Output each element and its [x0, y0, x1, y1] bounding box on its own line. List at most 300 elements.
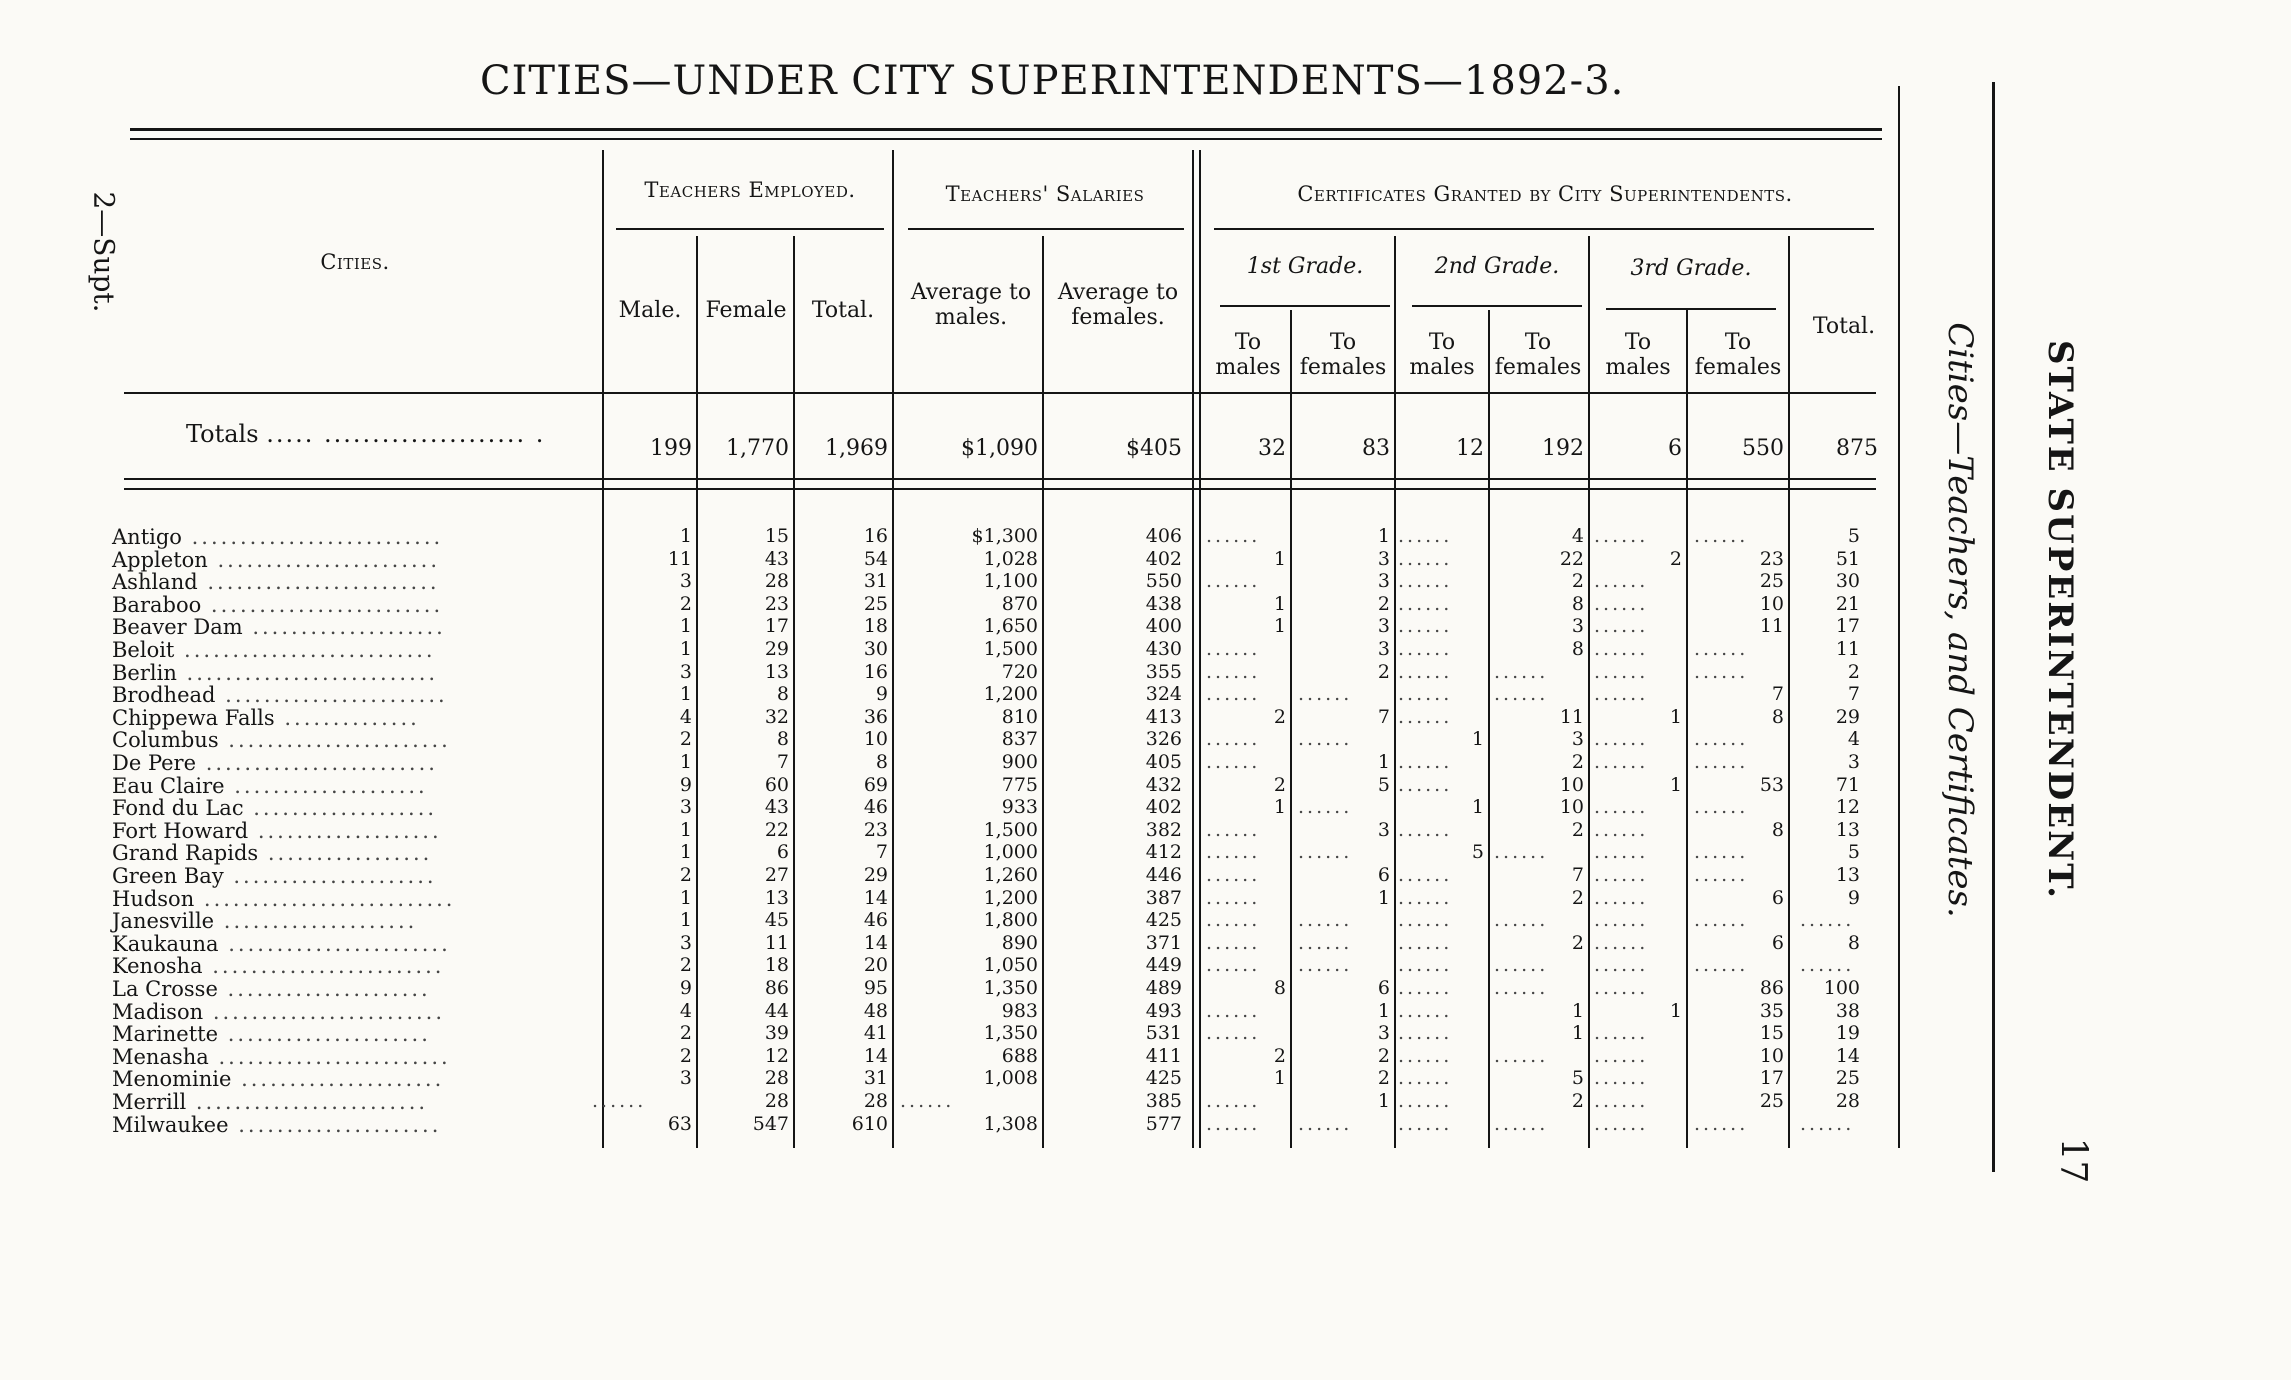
cell-cert-total: 51 [1835, 547, 1860, 570]
cell-cert-total: 4 [1847, 728, 1860, 751]
cell-female: 13 [764, 660, 789, 683]
cell-male: 1 [679, 615, 692, 638]
cell-cert-total: 9 [1847, 886, 1860, 909]
empty-cell-dots: ...... [1494, 1112, 1549, 1135]
table-row [0, 1090, 1900, 1113]
cell-female: 27 [764, 864, 789, 886]
signature-mark: 2—Supt. [87, 191, 121, 313]
empty-cell-dots: ...... [1594, 931, 1649, 954]
city-name-text: Kaukauna [112, 931, 219, 956]
table-row [0, 1113, 1900, 1136]
cell-cert-total: 14 [1835, 1044, 1860, 1067]
cell-g1f: 1 [1377, 525, 1390, 547]
city-name [112, 525, 443, 549]
cell-female: 43 [764, 796, 789, 819]
cell-g2f: 3 [1571, 728, 1584, 751]
cell-female: 39 [764, 1022, 789, 1045]
empty-cell-dots: ...... [1206, 931, 1261, 954]
city-name [112, 706, 420, 730]
cell-avg-females: 425 [1145, 1067, 1182, 1090]
empty-cell-dots: ...... [1398, 954, 1453, 977]
cell-total: 25 [863, 592, 888, 615]
cell-total: 610 [851, 1112, 888, 1135]
empty-cell-dots: ...... [1206, 525, 1261, 547]
cell-avg-females: 412 [1145, 841, 1182, 864]
leader-dots: .......................... [176, 660, 439, 685]
empty-cell-dots: ...... [1206, 570, 1261, 593]
cell-male: 2 [679, 954, 692, 977]
cell-g3f: 10 [1759, 592, 1784, 615]
empty-cell-dots: ...... [1594, 864, 1649, 886]
header-cert-total: Total. [1812, 314, 1876, 339]
empty-cell-dots: ...... [1398, 1090, 1453, 1112]
cell-avg-females: 430 [1145, 638, 1182, 660]
cell-male: 11 [667, 547, 692, 570]
city-name [112, 1090, 428, 1114]
table-row [0, 548, 1900, 571]
totals-g2f: 192 [1542, 436, 1584, 461]
totals-label-text: Totals [186, 420, 259, 448]
cell-total: 46 [863, 909, 888, 932]
city-name [112, 796, 437, 820]
cell-total: 14 [863, 886, 888, 909]
cell-avg-males: 900 [1001, 751, 1038, 773]
cell-g3m: 2 [1669, 547, 1682, 570]
empty-cell-dots: ...... [1694, 909, 1749, 932]
cell-g3f: 17 [1759, 1067, 1784, 1090]
cell-avg-males: 1,650 [983, 615, 1038, 638]
cell-avg-females: 449 [1145, 954, 1182, 977]
cell-avg-males: 1,200 [983, 683, 1038, 706]
leader-dots: ........................ [201, 592, 444, 617]
cell-female: 86 [764, 977, 789, 999]
cell-avg-females: 489 [1145, 977, 1182, 999]
cell-g1f: 3 [1377, 818, 1390, 841]
cell-g2f: 8 [1571, 592, 1584, 615]
cell-g3f: 11 [1759, 615, 1784, 638]
cell-avg-males: 1,260 [983, 864, 1038, 886]
city-name-text: Baraboo [112, 592, 202, 617]
cell-avg-males: 933 [1001, 796, 1038, 819]
leader-dots: ........................ [186, 1090, 429, 1114]
leader-dots: .......................... [181, 525, 444, 549]
cell-g3f: 53 [1759, 773, 1784, 796]
empty-cell-dots: ...... [1694, 954, 1749, 977]
leader-dots: ..... ..................... . [266, 420, 546, 448]
table-row [0, 1000, 1900, 1023]
cell-g2f: 1 [1571, 1022, 1584, 1045]
cell-g3m: 1 [1669, 999, 1682, 1022]
cell-cert-total: 5 [1847, 841, 1860, 864]
header-g3-to-males: To males [1605, 330, 1671, 381]
header-cities: Cities. [320, 250, 390, 274]
city-name-text: Janesville [112, 909, 215, 934]
cell-female: 11 [764, 931, 789, 954]
city-name [112, 593, 443, 617]
empty-cell-dots: ...... [1398, 615, 1453, 638]
empty-cell-dots: ...... [1398, 683, 1453, 706]
city-name-text: Columbus [112, 728, 219, 753]
cell-avg-females: 406 [1145, 525, 1182, 547]
table-row [0, 728, 1900, 751]
city-name-text: Eau Claire [112, 773, 225, 798]
header-bottom-rule [124, 392, 1876, 394]
table-row [0, 1022, 1900, 1045]
empty-cell-dots: ...... [1298, 1112, 1353, 1135]
leader-dots: .............. [274, 705, 420, 730]
cell-avg-males: 1,200 [983, 886, 1038, 909]
empty-cell-dots: ...... [1594, 683, 1649, 706]
cell-g2f: 22 [1559, 547, 1584, 570]
table-row [0, 1045, 1900, 1068]
cell-cert-total: 25 [1835, 1067, 1860, 1090]
city-name [112, 570, 440, 594]
totals-g1m: 32 [1258, 436, 1286, 461]
empty-cell-dots: ...... [1694, 751, 1749, 773]
cell-g1f: 3 [1377, 638, 1390, 660]
cell-male: 1 [679, 638, 692, 660]
cell-g2f: 2 [1571, 570, 1584, 593]
empty-cell-dots: ...... [592, 1090, 647, 1112]
cell-cert-total: 8 [1847, 931, 1860, 954]
cell-female: 547 [752, 1112, 789, 1135]
table-row [0, 593, 1900, 616]
city-name-text: Fort Howard [112, 818, 249, 843]
empty-cell-dots: ...... [1298, 931, 1353, 954]
header-grade3: 3rd Grade. [1630, 256, 1752, 281]
cell-g1m: 1 [1273, 615, 1286, 638]
cell-cert-total: 21 [1835, 592, 1860, 615]
cell-g1m: 1 [1273, 592, 1286, 615]
cell-total: 69 [863, 773, 888, 796]
city-name [112, 909, 417, 933]
cell-g2f: 2 [1571, 931, 1584, 954]
outer-right-border [1992, 82, 1995, 1172]
cell-g1f: 3 [1377, 547, 1390, 570]
cell-g1m: 2 [1273, 1044, 1286, 1067]
header-male: Male. [618, 298, 682, 323]
cell-total: 54 [863, 547, 888, 570]
city-name [112, 887, 455, 911]
header-avg-females: Average to females. [1057, 280, 1179, 331]
empty-cell-dots: ...... [1298, 909, 1353, 932]
running-header: STATE SUPERINTENDENT. [2040, 339, 2080, 901]
cell-avg-males: 1,350 [983, 977, 1038, 999]
cell-avg-males: 775 [1001, 773, 1038, 796]
cell-total: 14 [863, 931, 888, 954]
cell-g3f: 6 [1771, 931, 1784, 954]
leader-dots: ....................... [218, 931, 451, 956]
cell-cert-total: 100 [1823, 977, 1860, 999]
city-name-text: Antigo [112, 525, 182, 549]
cell-cert-total: 11 [1835, 638, 1860, 660]
group-rule-salaries [908, 228, 1184, 230]
empty-cell-dots: ...... [1594, 1090, 1649, 1112]
cell-male: 1 [679, 909, 692, 932]
city-name-text: Fond du Lac [112, 796, 244, 821]
header-avg-males: Average to males. [910, 280, 1032, 331]
cell-female: 6 [776, 841, 789, 864]
cell-avg-males: 983 [1001, 999, 1038, 1022]
empty-cell-dots: ...... [1398, 1022, 1453, 1045]
grade3-underline [1606, 308, 1776, 310]
empty-cell-dots: ...... [1206, 751, 1261, 773]
cell-cert-total: 71 [1835, 773, 1860, 796]
cell-cert-total: 17 [1835, 615, 1860, 638]
header-grade2: 2nd Grade. [1434, 254, 1560, 279]
cell-cert-total: 19 [1835, 1022, 1860, 1045]
cell-male: 4 [679, 705, 692, 728]
empty-cell-dots: ...... [1800, 1112, 1855, 1135]
cell-cert-total: 2 [1847, 660, 1860, 683]
leader-dots: ....................... [207, 547, 441, 572]
page-title: CITIES—UNDER CITY SUPERINTENDENTS—1892-3. [480, 58, 1625, 104]
totals-bottom-rule-second [124, 488, 1876, 490]
empty-cell-dots: ...... [1206, 1022, 1261, 1045]
empty-cell-dots: ...... [1398, 660, 1453, 683]
cell-male: 3 [679, 570, 692, 593]
table-row [0, 706, 1900, 729]
cell-avg-females: 402 [1145, 796, 1182, 819]
cell-male: 2 [679, 592, 692, 615]
empty-cell-dots: ...... [1800, 954, 1855, 977]
header-total: Total. [811, 298, 875, 323]
empty-cell-dots: ...... [1206, 660, 1261, 683]
cell-male: 3 [679, 1067, 692, 1090]
cell-avg-females: 550 [1145, 570, 1182, 593]
empty-cell-dots: ...... [1398, 818, 1453, 841]
empty-cell-dots: ...... [1206, 909, 1261, 932]
empty-cell-dots: ...... [1494, 954, 1549, 977]
cell-female: 28 [764, 1067, 789, 1090]
cell-g2f: 5 [1571, 1067, 1584, 1090]
cell-cert-total: 29 [1835, 705, 1860, 728]
table-row [0, 661, 1900, 684]
header-g1-to-males: To males [1215, 330, 1281, 381]
empty-cell-dots: ...... [1206, 638, 1261, 660]
cell-female: 7 [776, 751, 789, 773]
cell-g3f: 6 [1771, 886, 1784, 909]
leader-dots: .......................... [194, 886, 456, 911]
cell-total: 20 [863, 954, 888, 977]
city-name-text: Beloit [112, 638, 175, 662]
grade2-underline [1412, 305, 1582, 307]
cell-female: 8 [776, 683, 789, 706]
leader-dots: ..................... [218, 1022, 431, 1047]
leader-dots: .......................... [174, 638, 436, 662]
empty-cell-dots: ...... [1398, 570, 1453, 593]
empty-cell-dots: ...... [1206, 683, 1261, 706]
table-row [0, 615, 1900, 638]
city-name-text: Milwaukee [112, 1112, 229, 1137]
cell-avg-males: 1,000 [983, 841, 1038, 864]
cell-g2m: 5 [1471, 841, 1484, 864]
city-name-text: Menasha [112, 1044, 209, 1069]
cell-male: 3 [679, 660, 692, 683]
cell-female: 12 [764, 1044, 789, 1067]
city-name-text: Merrill [112, 1090, 187, 1114]
cell-avg-males: 1,008 [983, 1067, 1038, 1090]
top-rule [130, 128, 1882, 131]
cell-g2f: 7 [1571, 864, 1584, 886]
city-name [112, 638, 436, 662]
cell-g1f: 1 [1377, 751, 1390, 773]
empty-cell-dots: ...... [1298, 683, 1353, 706]
cell-g1f: 1 [1377, 886, 1390, 909]
cell-male: 9 [679, 773, 692, 796]
empty-cell-dots: ...... [1594, 1022, 1649, 1045]
cell-g3f: 15 [1759, 1022, 1784, 1045]
cell-g3f: 25 [1759, 570, 1784, 593]
city-name-text: De Pere [112, 751, 197, 775]
totals-cert-total: 875 [1836, 436, 1878, 461]
cell-total: 16 [863, 525, 888, 547]
city-name [112, 751, 438, 775]
table-row [0, 887, 1900, 910]
empty-cell-dots: ...... [1594, 525, 1649, 547]
empty-cell-dots: ...... [1694, 841, 1749, 864]
cell-cert-total: 12 [1835, 796, 1860, 819]
cell-g2f: 8 [1571, 638, 1584, 660]
empty-cell-dots: ...... [1398, 999, 1453, 1022]
cell-avg-males: 890 [1001, 931, 1038, 954]
table-row [0, 638, 1900, 661]
cell-total: 31 [863, 1067, 888, 1090]
empty-cell-dots: ...... [1594, 1044, 1649, 1067]
empty-cell-dots: ...... [1694, 638, 1749, 660]
cell-total: 23 [863, 818, 888, 841]
table-row [0, 570, 1900, 593]
cell-avg-females: 432 [1145, 773, 1182, 796]
empty-cell-dots: ...... [1494, 1044, 1549, 1067]
leader-dots: ........................ [203, 999, 446, 1024]
cell-female: 28 [764, 570, 789, 593]
empty-cell-dots: ...... [1206, 818, 1261, 841]
table-row [0, 954, 1900, 977]
cell-g2f: 2 [1571, 818, 1584, 841]
empty-cell-dots: ...... [1494, 977, 1549, 999]
table-row [0, 841, 1900, 864]
city-name-text: Ashland [112, 570, 198, 595]
cell-cert-total: 3 [1847, 751, 1860, 773]
empty-cell-dots: ...... [1398, 931, 1453, 954]
empty-cell-dots: ...... [1694, 864, 1749, 886]
empty-cell-dots: ...... [1206, 999, 1261, 1022]
empty-cell-dots: ...... [1594, 841, 1649, 864]
header-teachers-salaries: Teachers' Salaries [945, 182, 1145, 206]
cell-g2f: 1 [1571, 999, 1584, 1022]
cell-g1m: 2 [1273, 705, 1286, 728]
city-name [112, 615, 446, 639]
cell-male: 1 [679, 525, 692, 547]
cell-cert-total: 5 [1847, 525, 1860, 547]
empty-cell-dots: ...... [1298, 954, 1353, 977]
cell-total: 41 [863, 1022, 888, 1045]
cell-male: 1 [679, 818, 692, 841]
city-name-text: Appleton [112, 547, 208, 572]
leader-dots: ........................ [196, 751, 438, 775]
cell-g1f: 1 [1377, 999, 1390, 1022]
city-name [112, 728, 451, 752]
leader-dots: ....................... [218, 728, 451, 753]
city-name [112, 661, 438, 685]
leader-dots: ........................ [202, 954, 445, 979]
empty-cell-dots: ...... [1398, 547, 1453, 570]
cell-female: 17 [764, 615, 789, 638]
table-row [0, 525, 1900, 548]
city-name [112, 841, 432, 865]
cell-male: 1 [679, 751, 692, 773]
empty-cell-dots: ...... [1398, 909, 1453, 932]
leader-dots: ................... [243, 796, 438, 821]
cell-total: 95 [863, 977, 888, 999]
empty-cell-dots: ...... [1594, 728, 1649, 751]
table-row [0, 819, 1900, 842]
header-certificates: Certificates Granted by City Superintendents. [1297, 182, 1793, 206]
cell-avg-females: 531 [1145, 1022, 1182, 1045]
cell-avg-males: 1,028 [983, 547, 1038, 570]
cell-g3f: 86 [1759, 977, 1784, 999]
cell-male: 2 [679, 1044, 692, 1067]
cell-avg-females: 446 [1145, 864, 1182, 886]
cell-g1m: 2 [1273, 773, 1286, 796]
city-name-text: Kenosha [112, 954, 203, 979]
cell-total: 30 [863, 638, 888, 660]
table-row [0, 932, 1900, 955]
cell-g1f: 7 [1377, 705, 1390, 728]
side-caption: Cities—Teachers, and Certificates. [1940, 322, 1980, 918]
cell-g3m: 1 [1669, 705, 1682, 728]
empty-cell-dots: ...... [1694, 660, 1749, 683]
leader-dots: .................... [242, 615, 446, 640]
cell-female: 29 [764, 638, 789, 660]
cell-g2f: 4 [1571, 525, 1584, 547]
empty-cell-dots: ...... [1494, 841, 1549, 864]
city-name-text: Madison [112, 999, 204, 1024]
cell-g1f: 5 [1377, 773, 1390, 796]
cell-male: 9 [679, 977, 692, 999]
empty-cell-dots: ...... [1594, 886, 1649, 909]
cell-avg-males: 688 [1001, 1044, 1038, 1067]
city-name [112, 548, 440, 572]
cell-g1f: 2 [1377, 1067, 1390, 1090]
cell-g3f: 7 [1771, 683, 1784, 706]
empty-cell-dots: ...... [1594, 638, 1649, 660]
cell-total: 46 [863, 796, 888, 819]
cell-avg-females: 387 [1145, 886, 1182, 909]
cell-g1m: 1 [1273, 796, 1286, 819]
header-teachers-employed: Teachers Employed. [644, 178, 856, 202]
group-rule-teachers [616, 228, 884, 230]
cell-g3f: 8 [1771, 705, 1784, 728]
empty-cell-dots: ...... [1206, 728, 1261, 751]
totals-bottom-rule [124, 478, 1876, 480]
empty-cell-dots: ...... [1594, 954, 1649, 977]
cell-avg-males: 870 [1001, 592, 1038, 615]
empty-cell-dots: ...... [1398, 1044, 1453, 1067]
cell-avg-females: 411 [1145, 1044, 1182, 1067]
cell-g2m: 1 [1471, 796, 1484, 819]
table-row [0, 909, 1900, 932]
city-name [112, 819, 442, 843]
totals-male: 199 [650, 436, 692, 461]
cell-g2f: 3 [1571, 615, 1584, 638]
cell-total: 14 [863, 1044, 888, 1067]
empty-cell-dots: ...... [1494, 909, 1549, 932]
city-name [112, 1000, 445, 1024]
totals-g3f: 550 [1742, 436, 1784, 461]
table-row [0, 977, 1900, 1000]
